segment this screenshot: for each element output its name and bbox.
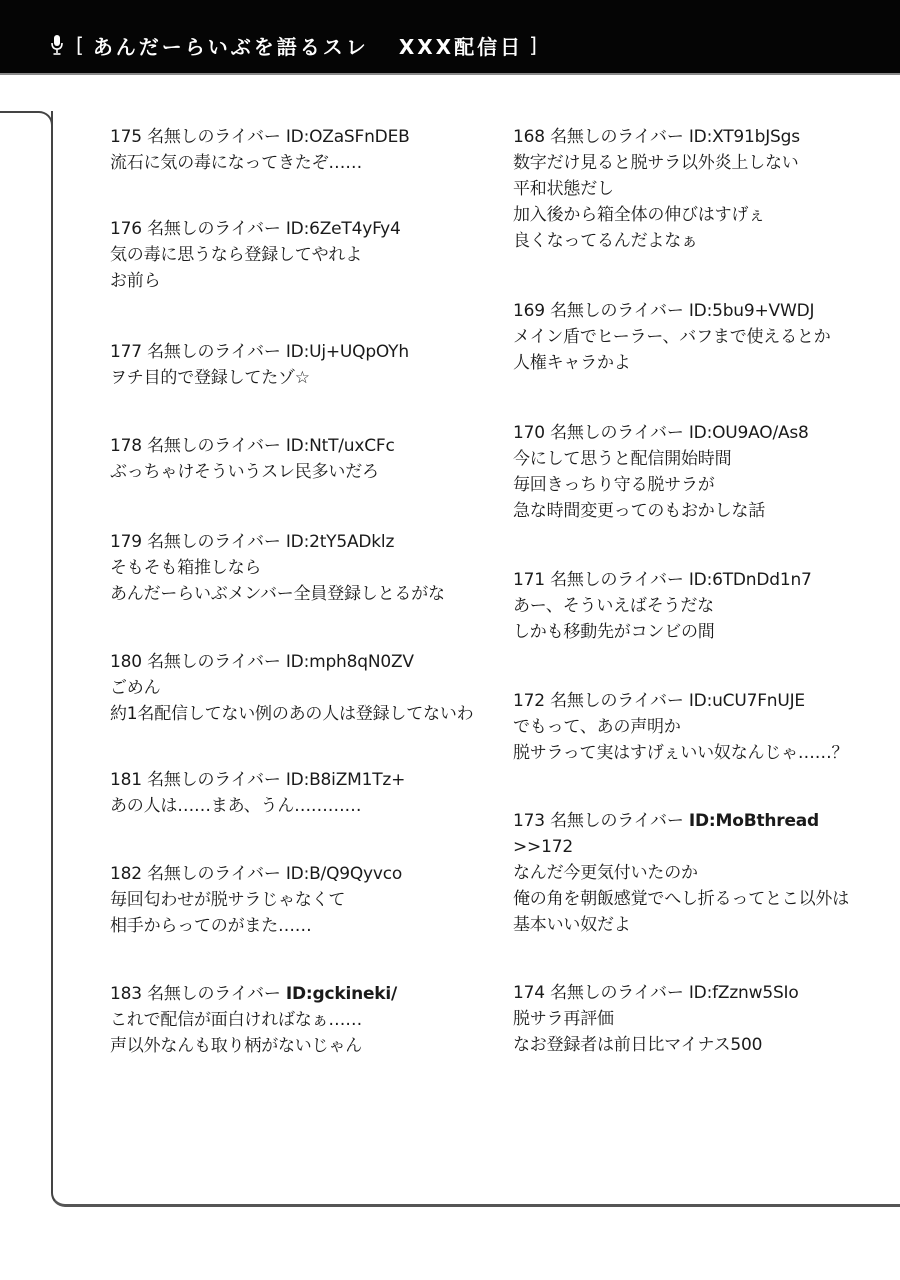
post-body-line: ぶっちゃけそういうスレ民多いだろ: [110, 462, 379, 482]
thread-title: [50, 28, 546, 62]
post-header: [110, 529, 500, 555]
poster-id[interactable]: ID:XT91bJSgs: [688, 127, 800, 147]
post-number[interactable]: 173: [513, 811, 545, 831]
post-body-line: 流石に気の毒になってきたぞ……: [110, 153, 362, 173]
post-body-line: しかも移動先がコンビの間: [513, 622, 715, 642]
post-header: [110, 981, 500, 1007]
open-bracket: [: [76, 33, 87, 57]
poster-id[interactable]: ID:Uj+UQpOYh: [285, 342, 409, 362]
poster-name: 名無しのライバー: [147, 436, 281, 456]
post-body-line: ごめん: [110, 678, 161, 698]
post: [513, 808, 893, 938]
poster-id[interactable]: ID:5bu9+VWDJ: [688, 301, 815, 321]
post-body-line: 声以外なんも取り柄がないじゃん: [110, 1036, 362, 1056]
post-body-line: メイン盾でヒーラー、バフまで使えるとか: [513, 327, 831, 347]
reply-anchor-link[interactable]: >>172: [513, 837, 573, 857]
post-number[interactable]: 174: [513, 983, 545, 1003]
post-number[interactable]: 179: [110, 532, 142, 552]
poster-name: 名無しのライバー: [147, 342, 281, 362]
post-body-line: そもそも箱推しなら: [110, 558, 262, 578]
post-body-line: 加入後から箱全体の伸びはすげぇ: [513, 205, 765, 225]
post: [513, 124, 893, 254]
post: [110, 767, 500, 819]
poster-name: 名無しのライバー: [550, 983, 684, 1003]
poster-name: 名無しのライバー: [550, 811, 684, 831]
post: [513, 420, 893, 524]
post: [110, 861, 500, 939]
post-body-line: お前ら: [110, 271, 161, 291]
post-body-line: あんだーらいぶメンバー全員登録しとるがな: [110, 584, 445, 604]
post-number[interactable]: 172: [513, 691, 545, 711]
post-number[interactable]: 168: [513, 127, 545, 147]
poster-name: 名無しのライバー: [147, 532, 281, 552]
post-body-line: 平和状態だし: [513, 179, 614, 199]
post: [513, 688, 893, 766]
post-header: [513, 420, 893, 446]
post: [513, 298, 893, 376]
post-body-line: 人権キャラかよ: [513, 353, 631, 373]
poster-id[interactable]: ID:6TDnDd1n7: [688, 570, 812, 590]
post-number[interactable]: 183: [110, 984, 142, 1004]
post: [513, 980, 893, 1058]
post-header: [513, 688, 893, 714]
post-body-line: 脱サラって実はすげぇいい奴なんじゃ……？: [513, 743, 849, 763]
post-header: [513, 808, 893, 834]
post-body-line: 脱サラ再評価: [513, 1009, 614, 1029]
post-body-line: あの人は……まあ、うん…………: [110, 796, 362, 816]
post-number[interactable]: 171: [513, 570, 545, 590]
post-body-line: 毎回きっちり守る脱サラが: [513, 475, 715, 495]
post-header: [110, 124, 500, 150]
post: [110, 216, 500, 294]
poster-name: 名無しのライバー: [147, 984, 281, 1004]
poster-id[interactable]: ID:2tY5ADklz: [285, 532, 395, 552]
poster-id[interactable]: ID:B8iZM1Tz+: [285, 770, 406, 790]
post: [110, 981, 500, 1059]
poster-name: 名無しのライバー: [147, 770, 281, 790]
post-body-line: 相手からってのがまた……: [110, 916, 312, 936]
post-number[interactable]: 182: [110, 864, 142, 884]
post-body-line: 気の毒に思うなら登録してやれよ: [110, 245, 362, 265]
post: [110, 433, 500, 485]
post-body-line: なんだ今更気付いたのか: [513, 863, 698, 883]
post-header: [513, 124, 893, 150]
post-header: [110, 433, 500, 459]
poster-name: 名無しのライバー: [147, 864, 281, 884]
frame-top-line: [0, 111, 38, 113]
poster-id[interactable]: ID:OZaSFnDEB: [285, 127, 410, 147]
poster-name: 名無しのライバー: [147, 652, 281, 672]
post-header: [110, 339, 500, 365]
post-body-line: 約1名配信してない例のあの人は登録してないわ: [110, 704, 474, 724]
post-body-line: 良くなってるんだよなぁ: [513, 231, 698, 251]
post: [513, 567, 893, 645]
post-body-line: 基本いい奴だよ: [513, 915, 631, 935]
thread-title-text: あんだーらいぶを語るスレ: [92, 34, 369, 59]
poster-id[interactable]: ID:mph8qN0ZV: [285, 652, 414, 672]
post-body-line: 数字だけ見ると脱サラ以外炎上しない: [513, 153, 799, 173]
post-header: [110, 767, 500, 793]
post-body-line: 急な時間変更ってのもおかしな話: [513, 501, 765, 521]
post-header: [110, 649, 500, 675]
post-number[interactable]: 180: [110, 652, 142, 672]
thread-subtitle: XXX配信日: [398, 34, 524, 59]
close-bracket: ]: [529, 33, 540, 57]
poster-id[interactable]: ID:B/Q9Qyvco: [285, 864, 403, 884]
post-header: [110, 216, 500, 242]
poster-id[interactable]: ID:6ZeT4yFy4: [285, 219, 401, 239]
microphone-icon: [50, 34, 64, 56]
post-body-line: 今にして思うと配信開始時間: [513, 449, 732, 469]
post-header: [513, 980, 893, 1006]
post-body-line: でもって、あの声明か: [513, 717, 681, 737]
poster-name: 名無しのライバー: [550, 127, 684, 147]
post-number[interactable]: 178: [110, 436, 142, 456]
posts-column-left: [110, 124, 500, 1059]
post-body-line: ヲチ目的で登録してたゾ☆: [110, 368, 310, 388]
post-number[interactable]: 177: [110, 342, 142, 362]
post-header: [110, 861, 500, 887]
poster-name: 名無しのライバー: [550, 691, 684, 711]
post-body-line: 俺の角を朝飯感覚でへし折るってとこ以外は: [513, 889, 849, 909]
post-number[interactable]: 181: [110, 770, 142, 790]
header-bar: [0, 0, 900, 75]
post-number[interactable]: 176: [110, 219, 142, 239]
poster-id[interactable]: ID:NtT/uxCFc: [285, 436, 395, 456]
poster-name: 名無しのライバー: [550, 301, 684, 321]
poster-name: 名無しのライバー: [550, 570, 684, 590]
post-body-line: 毎回匂わせが脱サラじゃなくて: [110, 890, 346, 910]
post-body-line: これで配信が面白ければなぁ……: [110, 1010, 362, 1030]
poster-id[interactable]: ID:uCU7FnUJE: [688, 691, 805, 711]
poster-id[interactable]: ID:MoBthread: [688, 811, 820, 831]
post: [110, 649, 500, 727]
poster-name: 名無しのライバー: [147, 127, 281, 147]
post: [110, 124, 500, 176]
post-header: [513, 298, 893, 324]
poster-id[interactable]: ID:fZznw5SIo: [688, 983, 799, 1003]
post: [110, 339, 500, 391]
post-body-line: あー、そういえばそうだな: [513, 596, 714, 616]
post-number[interactable]: 175: [110, 127, 142, 147]
post-header: [513, 567, 893, 593]
posts-column-right: [513, 124, 893, 1058]
poster-name: 名無しのライバー: [550, 423, 684, 443]
poster-id[interactable]: ID:gckineki/: [285, 984, 398, 1004]
post-number[interactable]: 170: [513, 423, 545, 443]
post-body-line: なお登録者は前日比マイナス500: [513, 1035, 763, 1055]
post: [110, 529, 500, 607]
post-number[interactable]: 169: [513, 301, 545, 321]
poster-id[interactable]: ID:OU9AO/As8: [688, 423, 809, 443]
poster-name: 名無しのライバー: [147, 219, 281, 239]
